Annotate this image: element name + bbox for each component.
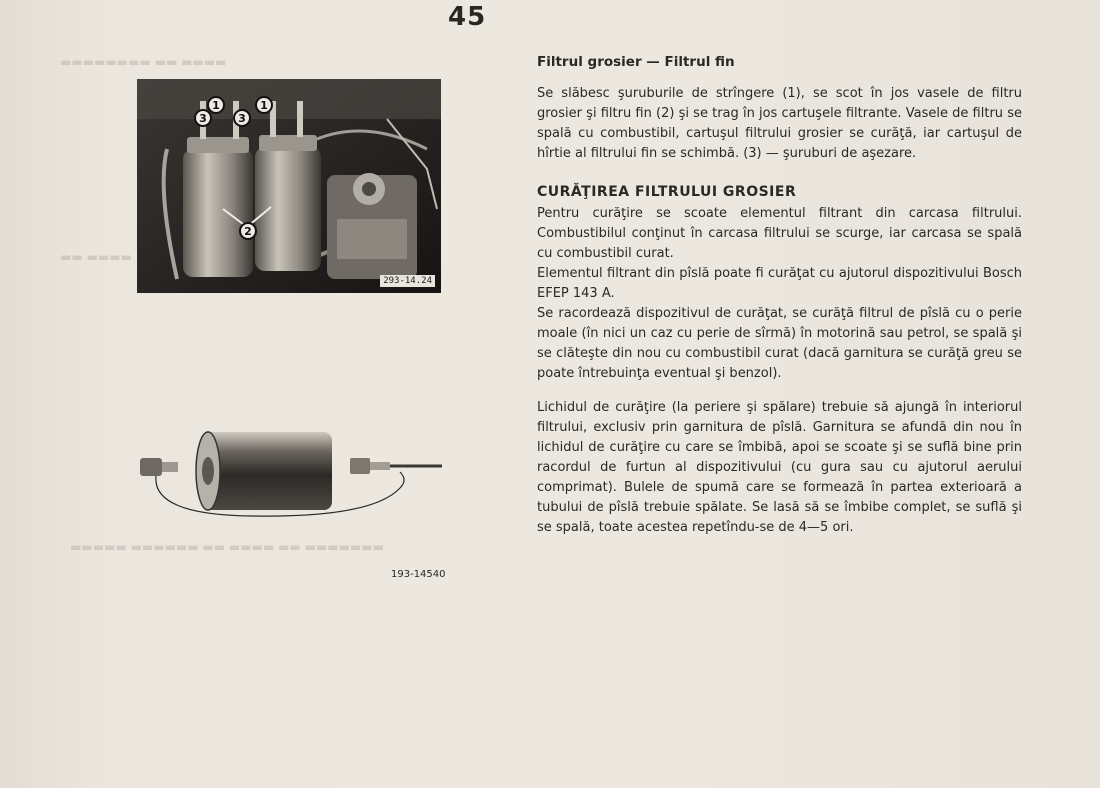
callout-3: 3 <box>194 109 212 127</box>
filter-photo <box>137 79 441 293</box>
text-column <box>537 52 1022 538</box>
filter-cleaning-device-illustration <box>132 420 452 530</box>
section-heading-cleaning: CURĂŢIREA FILTRULUI GROSIER <box>537 184 797 200</box>
cleaning-paragraph-2: Elementul filtrant din pîslă poate fi curăţat cu ajutorul dispozitivului Bosch EFEP 143 A. <box>537 266 1022 301</box>
cleaning-device-figure <box>132 420 452 530</box>
cleaning-paragraph-3: Se racordează dispozitivul de curăţat, se curăţă filtrul de pîslă cu o perie moale (în nici un caz cu perie de sîrmă) în motorină sau petrol, se spală şi se clăteşte din nou cu combustibil curat (dacă garnitura se curăţă greu se poate întrebuinţa eventual şi benzol). <box>537 306 1022 381</box>
callout-3: 3 <box>233 109 251 127</box>
section-heading-filters: Filtrul grosier — Filtrul fin <box>537 54 735 70</box>
engine-filters-illustration <box>137 79 441 293</box>
page-number: 45 <box>448 2 487 32</box>
callout-1: 1 <box>207 96 225 114</box>
cleaning-paragraph-1: Pentru curăţire se scoate elementul filtrant din carcasa filtrului. Combustibilul conţinut în carcasa filtrului se scurge, iar carcasa se spală cu combustibil curat. <box>537 206 1022 261</box>
bleed-through-text: ▬▬▬▬ ▬▬ ▬▬▬▬▬▬▬▬ <box>60 55 227 69</box>
cleaning-paragraph-4: Lichidul de curăţire (la periere şi spălare) trebuie să ajungă în interiorul filtrului, exclusiv prin garnitura de pîslă. Garnitura se afundă din nou în lichidul de curăţire cu care se îmbibă, apoi se scoate şi se suflă bine prin racordul de furtun al dispozitivului (cu gura sau cu ajutorul aerului comprimat). Bulele de spumă care se formează în partea exterioară a tubului de pîslă trebuie spălate. Se lasă să se îmbibe complet, se suflă şi se spală, toate acestea repetîndu-se de 4—5 ori. <box>537 400 1022 535</box>
photo-reference-tag: 293-14.24 <box>380 275 435 287</box>
bleed-through-text: ▬▬▬▬▬▬▬ ▬▬ ▬▬▬▬ ▬▬ ▬▬▬▬▬▬ ▬▬▬▬▬ <box>70 540 384 554</box>
filters-paragraph: Se slăbesc şuruburile de strîngere (1), se scot în jos vasele de filtru grosier şi filtru fin (2) şi se trag în jos cartuşele filtrante. Vasele de filtru se spală cu combustibil, cartuşul filtrului grosier se curăţă, iar cartuşul de hîrtie al filtrului fin se schimbă. (3) — şuruburi de aşezare. <box>537 86 1022 161</box>
callout-1: 1 <box>255 96 273 114</box>
callout-2: 2 <box>239 222 257 240</box>
bleed-through-text: ▬▬▬▬ ▬▬ <box>60 250 132 264</box>
figure-caption: 193-14540 <box>391 569 446 580</box>
